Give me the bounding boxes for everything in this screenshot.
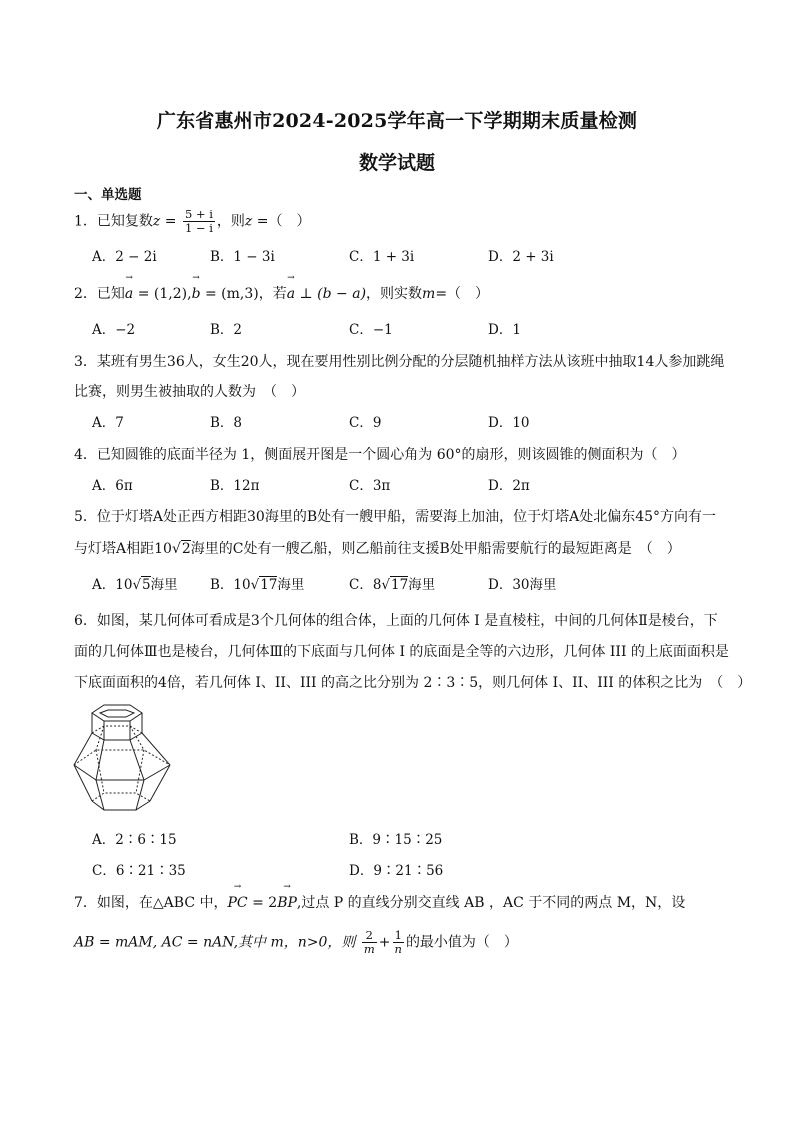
q3-line-2: 比赛，则男生被抽取的人数为 （ ） [74,384,305,400]
page-title: 广东省惠州市2024-2025学年高一下学期期末质量检测 [156,110,638,132]
q5-option-d: D．30海里 [488,577,557,593]
question-1 [74,208,310,235]
q1-z: z = [152,213,177,230]
q2-end: =（ ） [435,286,490,302]
q2-vector-a2: → a [287,284,295,304]
q1-fraction [183,208,215,235]
q6-option-b: B．9∶15∶25 [349,832,443,848]
q2-eq-a: = (1,2), [137,286,192,302]
q2-option-c: C．−1 [349,322,393,338]
q5-c-rad: 17 [391,577,409,593]
q1-option-d: D．2 + 3i [488,249,554,265]
q1-z2: z = [244,213,269,230]
q5-a-pre: A．10 [92,577,133,593]
q1-option-b: B．1 − 3i [210,249,275,265]
q5-sqrt: 2 [181,541,191,557]
q5-a-rad: 5 [142,577,151,593]
q5-c-pre: C．8 [349,577,382,593]
q3-option-c: C．9 [349,415,382,431]
q4-option-d: D．2π [488,478,530,494]
q7-vector-bp: → BP [277,893,297,913]
q3-option-b: B．8 [210,415,243,431]
q7-f1-num: 2 [362,929,377,943]
page-subtitle: 数学试题 [358,152,435,174]
q2-eq-b: = (m,3) [204,286,259,302]
q6-option-a: A．2∶6∶15 [92,832,177,848]
question-7-line-2 [74,929,518,956]
q2-prefix: 2．已知 [74,286,125,302]
q3-line-1: 3．某班有男生36人，女生20人，现在要用性别比例分配的分层随机抽样方法从该班中抽取14人参加跳绳 [74,354,725,370]
q5-b-rad: 17 [260,577,278,593]
q5-line2-b: 海里的C处有一艘乙船，则乙船前往支援B处甲船需要航行的最短距离是 （ ） [190,541,681,557]
section-heading: 一、单选题 [74,187,142,203]
q6-line-3: 下底面面积的4倍，若几何体 I、II、III 的高之比分别为 2∶3∶5，则几何体 I、II、III 的体积之比为 （ ） [74,675,752,691]
q7-vector-pc: → PC [228,893,248,913]
q1-numerator: 5 + i [184,207,213,221]
q7-fraction-2 [393,929,404,956]
q1-mid: ，则 [216,213,245,230]
q7-f2-den: n [394,942,402,956]
q3-option-d: D．10 [488,415,530,431]
q7-line2-b: 的最小值为（ ） [405,934,518,951]
q3-option-a: A．7 [92,415,124,431]
q7-line2-a: AB = mAM, AC = nAN,其中 m，n>0，则 [74,934,356,951]
q5-line-1: 5．位于灯塔A处正西方相距30海里的B处有一艘甲船，需要海上加油，位于灯塔A处北偏东45°方向有一 [74,509,717,525]
q4-option-a: A．6π [92,478,133,494]
q6-line-2: 面的几何体Ⅲ也是棱台，几何体Ⅲ的下底面与几何体 I 的底面是全等的六边形，几何体 III 的上底面面积是 [74,644,729,660]
q2-option-a: A．−2 [92,322,136,338]
q2-perp: ⊥ [299,286,313,302]
q5-option-a: A．10√5海里 [92,577,178,593]
q7-plus: + [378,934,391,951]
q2-m: m [422,286,436,302]
q1-denominator: 1 − i [184,221,213,235]
q7-line1-a: 7．如图，在△ABC 中， [74,895,228,911]
q5-b-pre: B．10 [210,577,251,593]
q7-fraction-1 [362,929,377,956]
q5-option-c: C．8√17海里 [349,577,436,593]
q1-prefix: 1．已知复数 [74,213,153,230]
q6-line-1: 6．如图，某几何体可看成是3个几何体的组合体，上面的几何体 I 是直棱柱，中间的几何体Ⅱ是棱台，下 [74,613,718,629]
q2-paren: (b − a) [317,286,367,302]
q5-c-post: 海里 [408,577,436,593]
q5-b-post: 海里 [277,577,305,593]
q5-line-2: 与灯塔A相距10√2海里的C处有一艘乙船，则乙船前往支援B处甲船需要航行的最短距离是 （ ） [74,541,681,557]
q1-option-c: C．1 + 3i [349,249,415,265]
q2-vector-a: → a [125,284,133,304]
q7-f2-num: 1 [393,929,404,943]
q4-line-1: 4．已知圆锥的底面半径为 1，侧面展开图是一个圆心角为 60°的扇形，则该圆锥的侧面积为（ ） [74,447,686,463]
q5-line2-a: 与灯塔A相距10 [74,541,172,557]
q2-mid2: ，则实数 [366,286,423,302]
question-7-line-1 [74,893,685,913]
q1-suffix: （ ） [268,213,311,230]
q5-a-post: 海里 [150,577,178,593]
q2-option-b: B．2 [210,322,243,338]
q7-eq: = 2 [252,895,278,911]
q5-option-b: B．10√17海里 [210,577,305,593]
q2-option-d: D．1 [488,322,521,338]
q6-option-d: D．9∶21∶56 [349,863,444,879]
q2-vector-b: → b [192,284,201,304]
question-2 [74,284,489,304]
q6-option-c: C．6∶21∶35 [92,863,186,879]
q7-f1-den: m [363,942,375,956]
q4-option-c: C．3π [349,478,391,494]
q2-mid1: ，若 [258,286,287,302]
hexagonal-solid-figure [72,702,172,818]
q7-line1-b: ,过点 P 的直线分别交直线 AB ，AC 于不同的两点 M，N，设 [296,895,686,911]
q1-option-a: A．2 − 2i [92,249,157,265]
q4-option-b: B．12π [210,478,260,494]
